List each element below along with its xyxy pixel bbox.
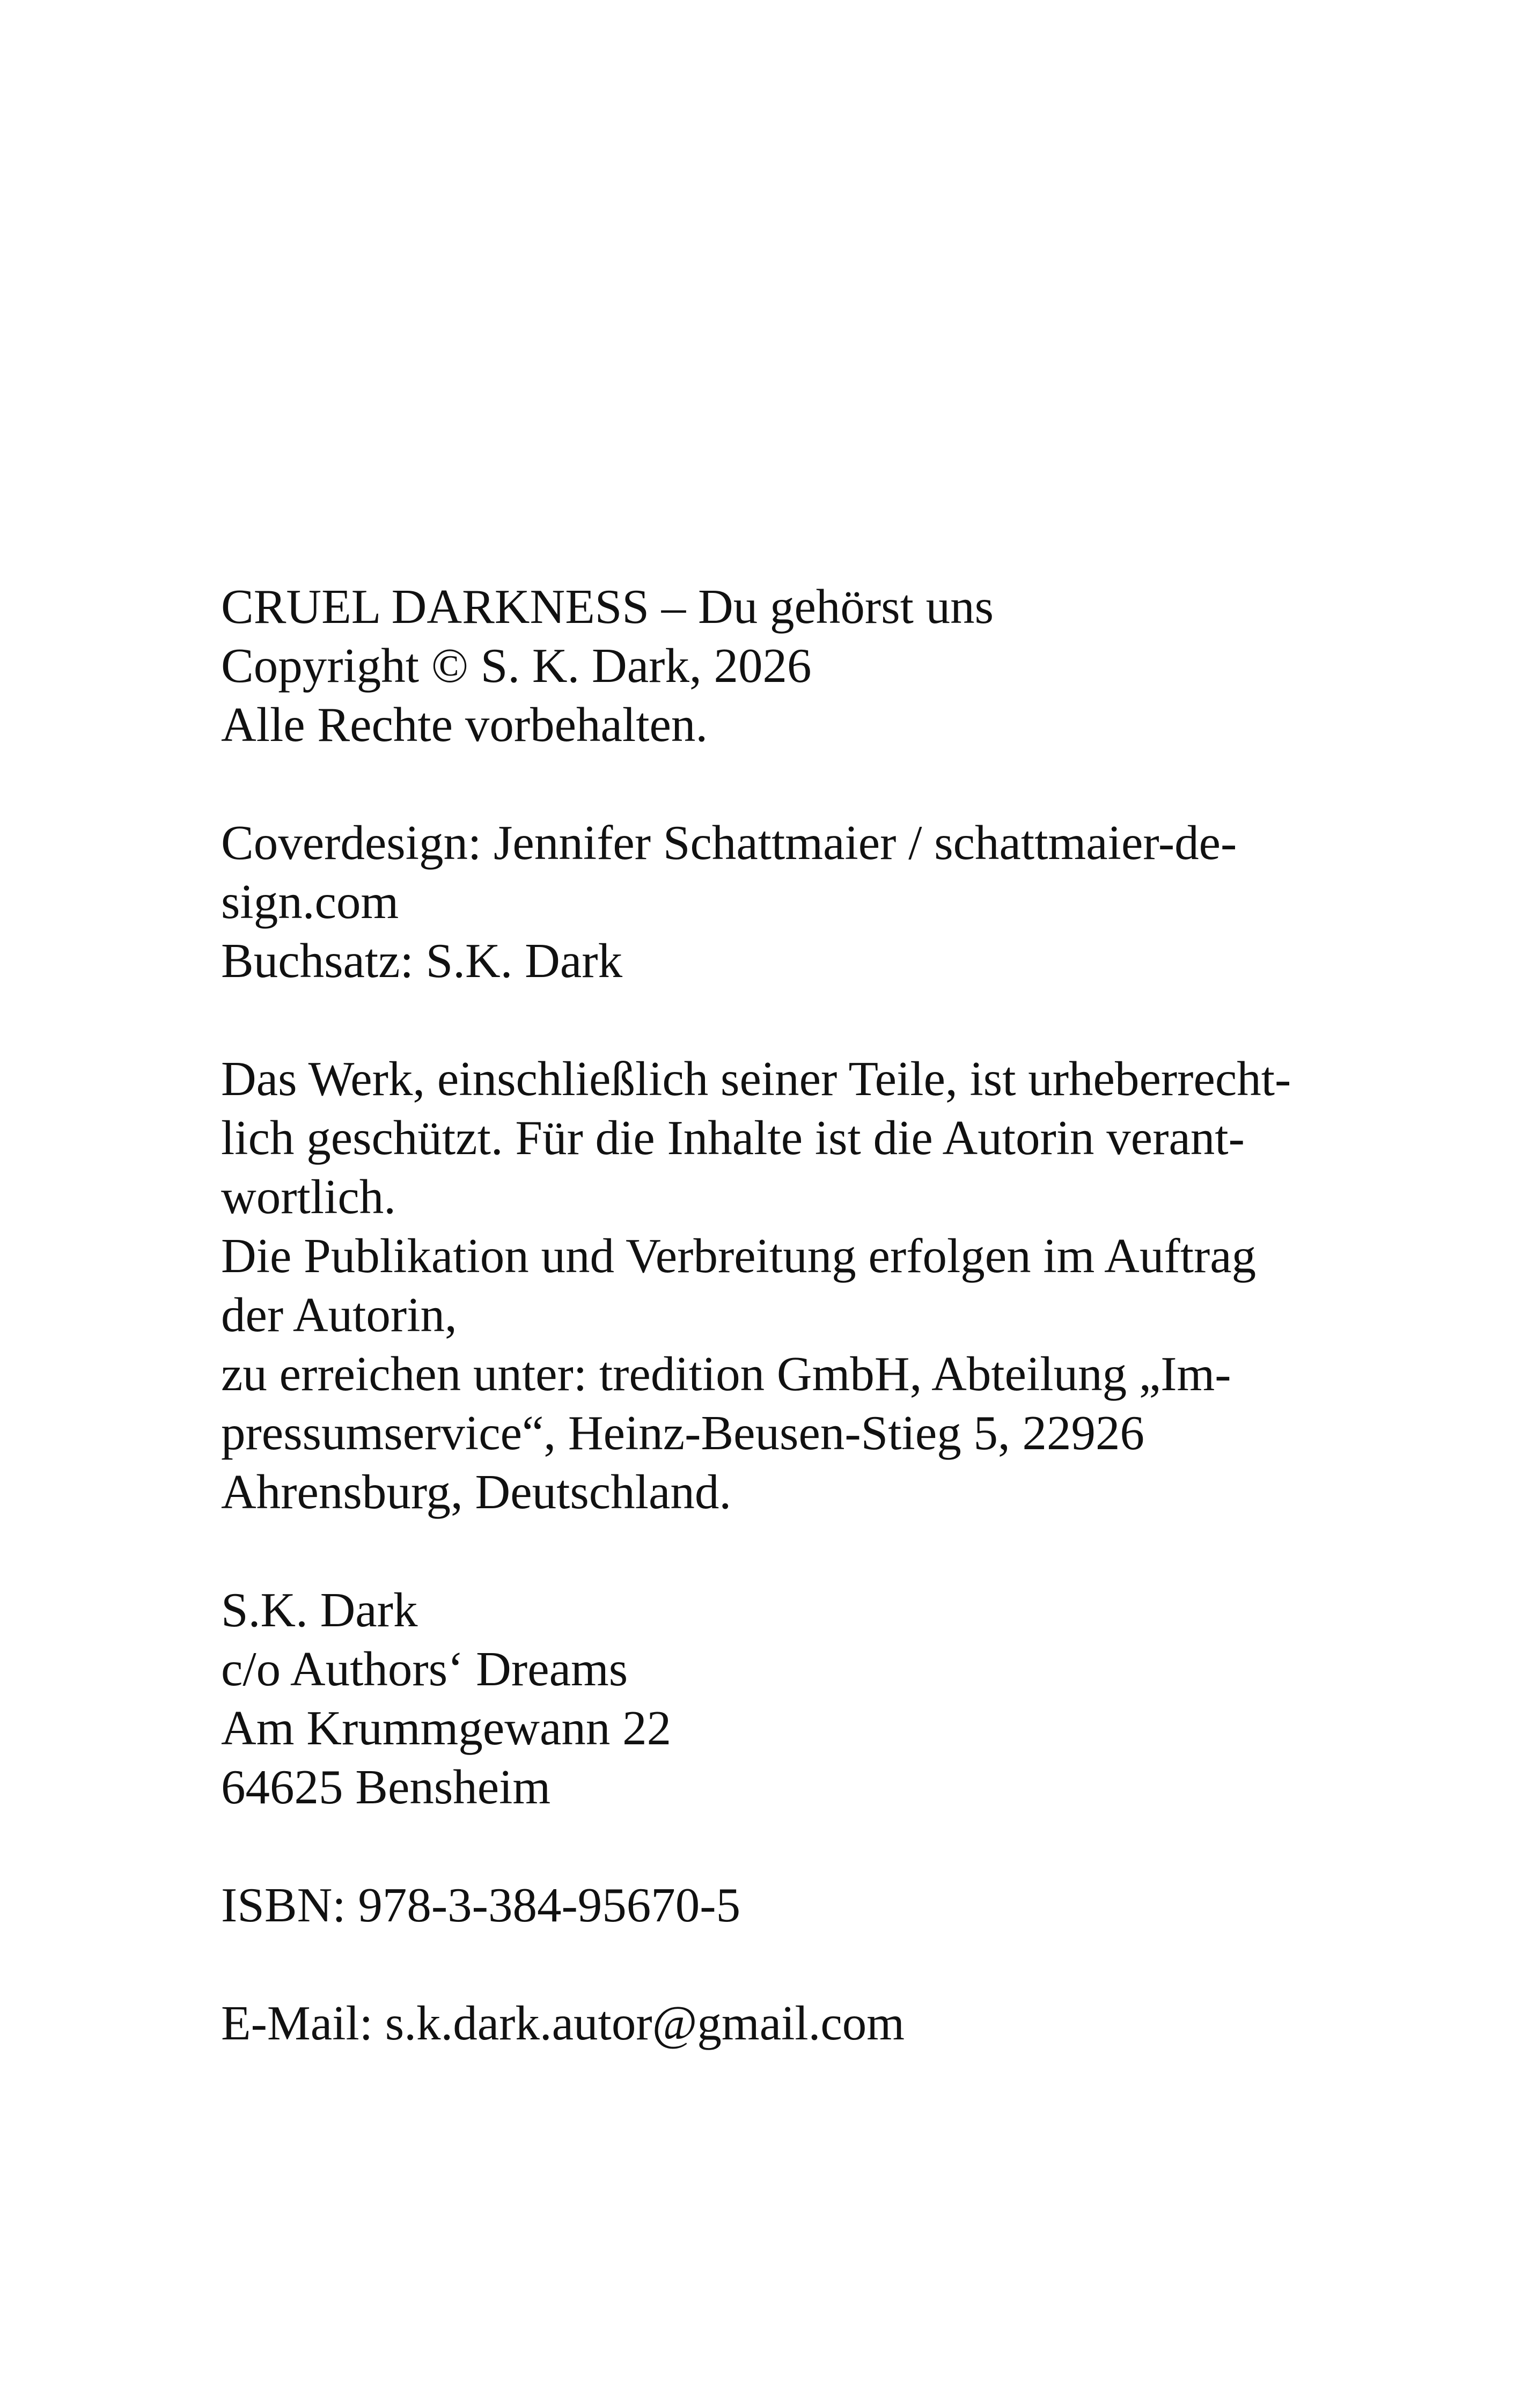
rights-line: Alle Rechte vorbehalten. — [221, 698, 708, 752]
legal-line: Die Publikation und Verbreitung erfolgen im Auftrag — [221, 1229, 1257, 1283]
address-street: Am Krummgewann 22 — [221, 1701, 672, 1755]
legal-line: pressumservice“, Heinz-Beusen-Stieg 5, 22926 — [221, 1406, 1144, 1460]
author-address-block — [221, 1581, 1348, 1817]
legal-line: Das Werk, einschließlich seiner Teile, ist urheberrecht- — [221, 1052, 1291, 1106]
address-city: 64625 Bensheim — [221, 1760, 551, 1814]
isbn-line: ISBN: 978-3-384-95670-5 — [221, 1878, 741, 1932]
email-line: E-Mail: s.k.dark.autor@gmail.com — [221, 1996, 905, 2050]
book-title-line: CRUEL DARKNESS – Du gehörst uns — [221, 579, 994, 634]
legal-line: lich geschützt. Für die Inhalte ist die Autorin verant- — [221, 1111, 1245, 1165]
isbn-block — [221, 1876, 1348, 1935]
title-copyright-block — [221, 577, 1348, 754]
legal-line: Ahrensburg, Deutschland. — [221, 1465, 732, 1519]
address-co: c/o Authors‘ Dreams — [221, 1642, 628, 1696]
coverdesign-line-cont: sign.com — [221, 875, 399, 929]
copyright-line: Copyright © S. K. Dark, 2026 — [221, 638, 812, 693]
email-block — [221, 1994, 1348, 2053]
address-name: S.K. Dark — [221, 1583, 418, 1637]
legal-line: zu erreichen unter: tredition GmbH, Abteilung „Im- — [221, 1347, 1231, 1401]
legal-notice-block — [221, 1049, 1348, 1522]
legal-line: der Autorin, — [221, 1288, 457, 1342]
legal-line: wortlich. — [221, 1170, 396, 1224]
typesetting-line: Buchsatz: S.K. Dark — [221, 934, 623, 988]
design-credits-block — [221, 813, 1348, 990]
imprint-text — [221, 577, 1348, 2053]
coverdesign-line: Coverdesign: Jennifer Schattmaier / schattmaier-de- — [221, 816, 1237, 870]
